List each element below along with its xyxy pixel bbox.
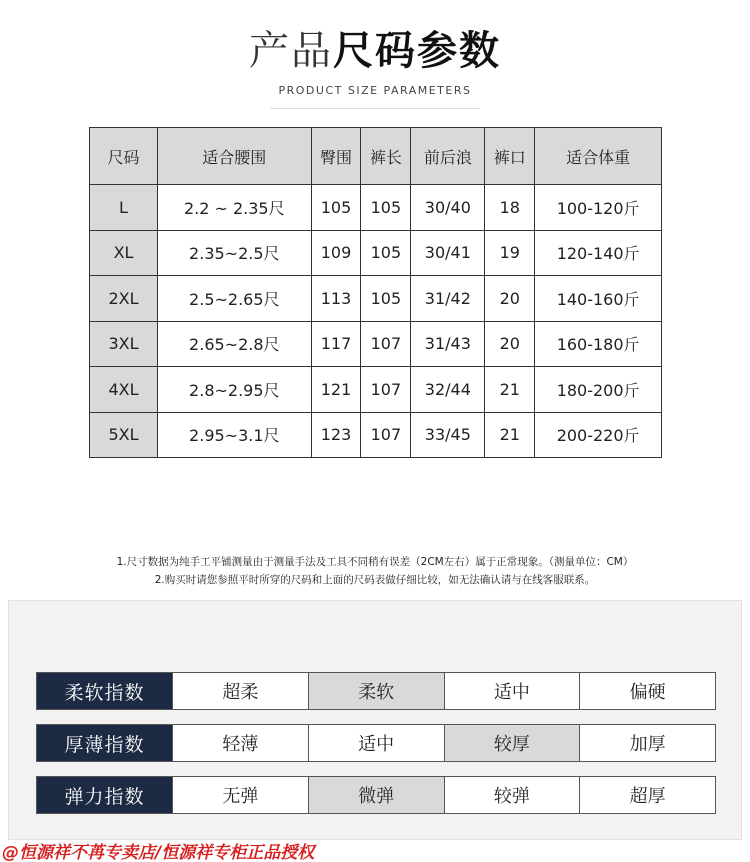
- table-cell: 109: [311, 230, 361, 276]
- index-option: 轻薄: [172, 725, 308, 761]
- index-option: 较厚: [444, 725, 580, 761]
- column-header: 前后浪: [411, 128, 485, 185]
- index-row: [36, 776, 716, 814]
- table-header-row: [90, 128, 662, 185]
- table-cell: 160-180斤: [535, 321, 662, 367]
- title-bold: 尺码参数: [333, 28, 501, 74]
- table-cell: 18: [485, 185, 535, 231]
- index-row: [36, 672, 716, 710]
- title-block: [0, 26, 750, 97]
- table-cell: 31/42: [411, 276, 485, 322]
- table-cell: 105: [361, 230, 411, 276]
- table-cell: 21: [485, 412, 535, 458]
- index-option: 柔软: [308, 673, 444, 709]
- note-1: 1.尺寸数据为纯手工平铺测量由于测量手法及工具不同稍有误差（2CM左右）属于正常现象。（测量单位：CM）: [116, 556, 634, 568]
- index-option: 偏硬: [579, 673, 715, 709]
- index-option: 加厚: [579, 725, 715, 761]
- watermark: @恒源祥不苒专卖店/恒源祥专柜正品授权: [2, 843, 315, 862]
- index-option: 较弹: [444, 777, 580, 813]
- index-option: 适中: [444, 673, 580, 709]
- table-cell: 31/43: [411, 321, 485, 367]
- table-cell: 33/45: [411, 412, 485, 458]
- table-row: [90, 412, 662, 458]
- index-row: [36, 724, 716, 762]
- table-cell: 107: [361, 412, 411, 458]
- table-cell: 120-140斤: [535, 230, 662, 276]
- table-cell: 20: [485, 321, 535, 367]
- table-cell: 19: [485, 230, 535, 276]
- size-label-cell: 3XL: [90, 321, 158, 367]
- table-cell: 180-200斤: [535, 367, 662, 413]
- table-cell: 105: [361, 276, 411, 322]
- table-row: [90, 367, 662, 413]
- table-cell: 200-220斤: [535, 412, 662, 458]
- index-label: 厚薄指数: [37, 725, 172, 761]
- table-cell: 105: [311, 185, 361, 231]
- page-title: [0, 26, 750, 76]
- table-cell: 107: [361, 321, 411, 367]
- table-cell: 21: [485, 367, 535, 413]
- table-cell: 2.2 ~ 2.35尺: [158, 185, 312, 231]
- note-2: 2.购买时请您参照平时所穿的尺码和上面的尺码表做仔细比较，如无法确认请与在线客服联系。: [154, 574, 596, 586]
- column-header: 适合腰围: [158, 128, 312, 185]
- table-cell: 2.5~2.65尺: [158, 276, 312, 322]
- column-header: 臀围: [311, 128, 361, 185]
- table-row: [90, 321, 662, 367]
- column-header: 裤长: [361, 128, 411, 185]
- size-label-cell: L: [90, 185, 158, 231]
- size-label-cell: 2XL: [90, 276, 158, 322]
- size-label-cell: XL: [90, 230, 158, 276]
- table-cell: 123: [311, 412, 361, 458]
- table-cell: 113: [311, 276, 361, 322]
- table-cell: 30/41: [411, 230, 485, 276]
- page-subtitle: PRODUCT SIZE PARAMETERS: [278, 84, 472, 97]
- table-cell: 20: [485, 276, 535, 322]
- table-cell: 30/40: [411, 185, 485, 231]
- index-option: 适中: [308, 725, 444, 761]
- size-label-cell: 5XL: [90, 412, 158, 458]
- column-header: 尺码: [90, 128, 158, 185]
- table-cell: 117: [311, 321, 361, 367]
- table-cell: 32/44: [411, 367, 485, 413]
- index-option: 无弹: [172, 777, 308, 813]
- table-cell: 100-120斤: [535, 185, 662, 231]
- table-cell: 2.35~2.5尺: [158, 230, 312, 276]
- index-option: 微弹: [308, 777, 444, 813]
- title-divider: [270, 108, 480, 109]
- table-cell: 105: [361, 185, 411, 231]
- column-header: 适合体重: [535, 128, 662, 185]
- size-table: [89, 127, 662, 458]
- index-label: 柔软指数: [37, 673, 172, 709]
- table-row: [90, 185, 662, 231]
- table-row: [90, 230, 662, 276]
- notes: [0, 553, 750, 589]
- column-header: 裤口: [485, 128, 535, 185]
- table-cell: 107: [361, 367, 411, 413]
- index-option: 超厚: [579, 777, 715, 813]
- table-cell: 140-160斤: [535, 276, 662, 322]
- table-cell: 2.95~3.1尺: [158, 412, 312, 458]
- table-cell: 121: [311, 367, 361, 413]
- size-label-cell: 4XL: [90, 367, 158, 413]
- table-cell: 2.8~2.95尺: [158, 367, 312, 413]
- table-cell: 2.65~2.8尺: [158, 321, 312, 367]
- title-light: 产品: [249, 28, 333, 74]
- table-row: [90, 276, 662, 322]
- index-option: 超柔: [172, 673, 308, 709]
- index-label: 弹力指数: [37, 777, 172, 813]
